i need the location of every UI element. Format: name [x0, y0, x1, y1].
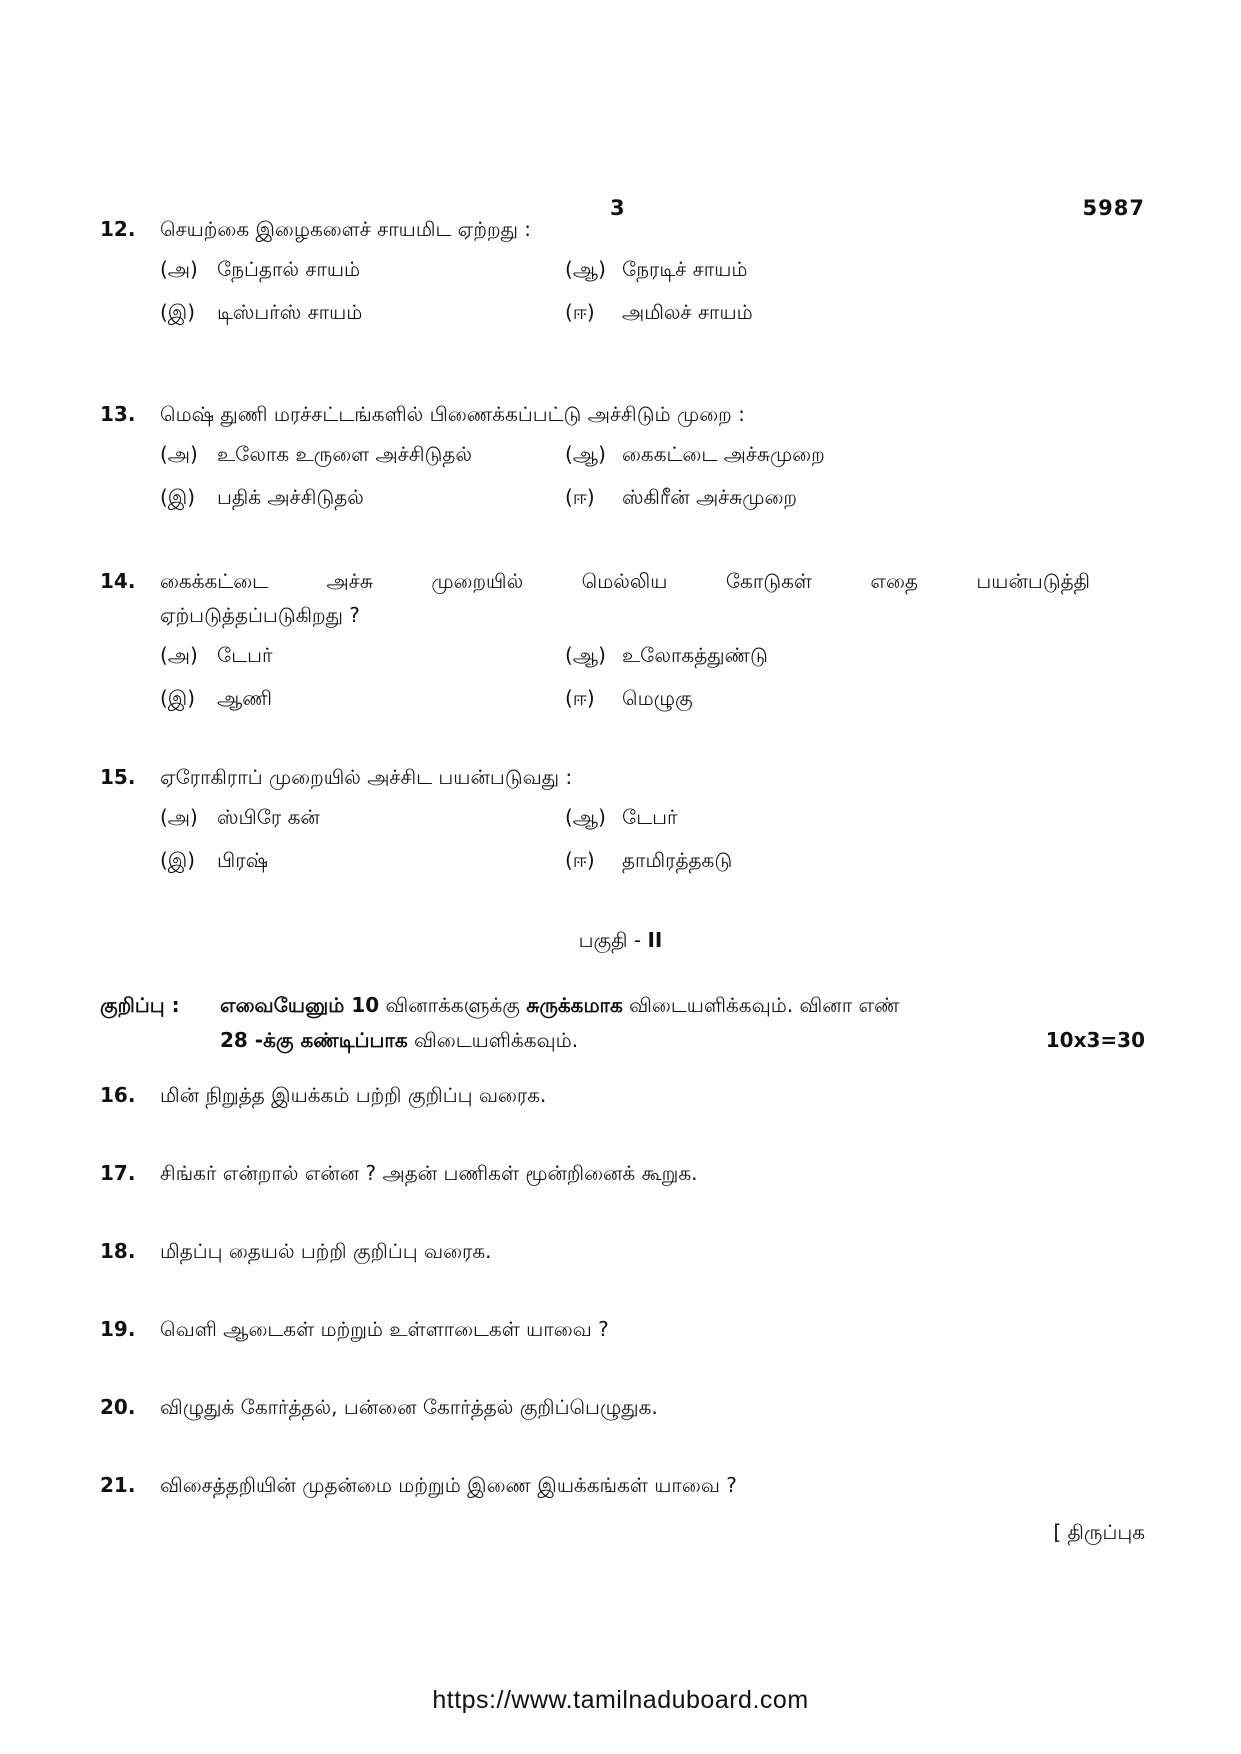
options — [160, 800, 1145, 886]
question-text: மிதப்பு தையல் பற்றி குறிப்பு வரைக. — [160, 1239, 492, 1263]
question-number: 21. — [100, 1473, 136, 1497]
option-ii: (ஈ) மெழுகு — [565, 686, 693, 710]
marks-scheme: 10x3=30 — [1045, 1028, 1145, 1052]
question-21 — [100, 1468, 1145, 1502]
question-text: விழுதுக் கோர்த்தல், பன்னை கோர்த்தல் குறிப்பெழுதுக. — [160, 1395, 658, 1419]
question-20 — [100, 1390, 1145, 1424]
question-text: வெளி ஆடைகள் மற்றும் உள்ளாடைகள் யாவை ? — [160, 1317, 609, 1341]
turn-over-note: [ திருப்புக — [1053, 1520, 1145, 1544]
question-15 — [100, 760, 1145, 886]
question-text: ஏரோகிராப் முறையில் அச்சிட பயன்படுவது : — [160, 765, 573, 789]
question-number: 13. — [100, 402, 136, 426]
question-number: 18. — [100, 1239, 136, 1263]
option-aa: (ஆ) கைகட்டை அச்சுமுறை — [565, 442, 825, 466]
question-number: 12. — [100, 217, 136, 241]
question-number: 14. — [100, 569, 136, 593]
paper-code: 5987 — [1082, 196, 1145, 220]
note-label: குறிப்பு : — [100, 993, 180, 1017]
question-13 — [100, 397, 1145, 523]
option-ii: (ஈ) தாமிரத்தகடு — [565, 848, 733, 872]
option-ii: (ஈ) ஸ்கிரீன் அச்சுமுறை — [565, 485, 798, 509]
option-a: (அ) உலோக உருளை அச்சிடுதல் — [160, 442, 472, 466]
footer-url: https://www.tamilnaduboard.com — [432, 1686, 809, 1714]
question-text: கைக்கட்டை அச்சு முறையில் மெல்லிய கோடுகள் எதை பயன்படுத்தி ஏற்படுத்தப்படுகிறது ? — [160, 569, 1090, 627]
question-number: 19. — [100, 1317, 136, 1341]
option-a: (அ) ஸ்பிரே கன் — [160, 805, 320, 829]
question-12 — [100, 212, 1145, 338]
question-17 — [100, 1156, 1145, 1190]
instructions-note: குறிப்பு : எவையேனும் 10 வினாக்களுக்கு சுருக்கமாக விடையளிக்கவும். வினா எண் 28 -க்கு கண்டிப்பாக விடையளிக்கவும். 10x3=30 — [100, 988, 1145, 1058]
question-number: 17. — [100, 1161, 136, 1185]
options — [160, 638, 1145, 724]
option-aa: (ஆ) உலோகத்துண்டு — [565, 643, 768, 667]
option-i: (இ) பதிக் அச்சிடுதல் — [160, 485, 364, 509]
question-number: 20. — [100, 1395, 136, 1419]
question-text: மின் நிறுத்த இயக்கம் பற்றி குறிப்பு வரைக. — [160, 1083, 547, 1107]
question-number: 15. — [100, 765, 136, 789]
option-aa: (ஆ) நேரடிச் சாயம் — [565, 257, 748, 281]
question-text: செயற்கை இழைகளைச் சாயமிட ஏற்றது : — [160, 217, 532, 241]
question-number: 16. — [100, 1083, 136, 1107]
question-19 — [100, 1312, 1145, 1346]
option-a: (அ) நேப்தால் சாயம் — [160, 257, 361, 281]
option-i: (இ) பிரஷ் — [160, 848, 268, 872]
options — [160, 252, 1145, 338]
question-14 — [100, 564, 1145, 724]
options — [160, 437, 1145, 523]
question-text: மெஷ் துணி மரச்சட்டங்களில் பிணைக்கப்பட்டு அச்சிடும் முறை : — [160, 402, 745, 426]
option-i: (இ) ஆணி — [160, 686, 273, 710]
option-a: (அ) டேபர் — [160, 643, 273, 667]
option-aa: (ஆ) டேபர் — [565, 805, 678, 829]
question-text: விசைத்தறியின் முதன்மை மற்றும் இணை இயக்கங்கள் யாவை ? — [160, 1473, 737, 1497]
question-18 — [100, 1234, 1145, 1268]
section-title: பகுதி - II — [578, 928, 663, 952]
question-text: சிங்கர் என்றால் என்ன ? அதன் பணிகள் மூன்றினைக் கூறுக. — [160, 1161, 698, 1185]
option-i: (இ) டிஸ்பர்ஸ் சாயம் — [160, 300, 363, 324]
option-ii: (ஈ) அமிலச் சாயம் — [565, 300, 753, 324]
page-number: 3 — [610, 196, 625, 220]
question-16 — [100, 1078, 1145, 1112]
